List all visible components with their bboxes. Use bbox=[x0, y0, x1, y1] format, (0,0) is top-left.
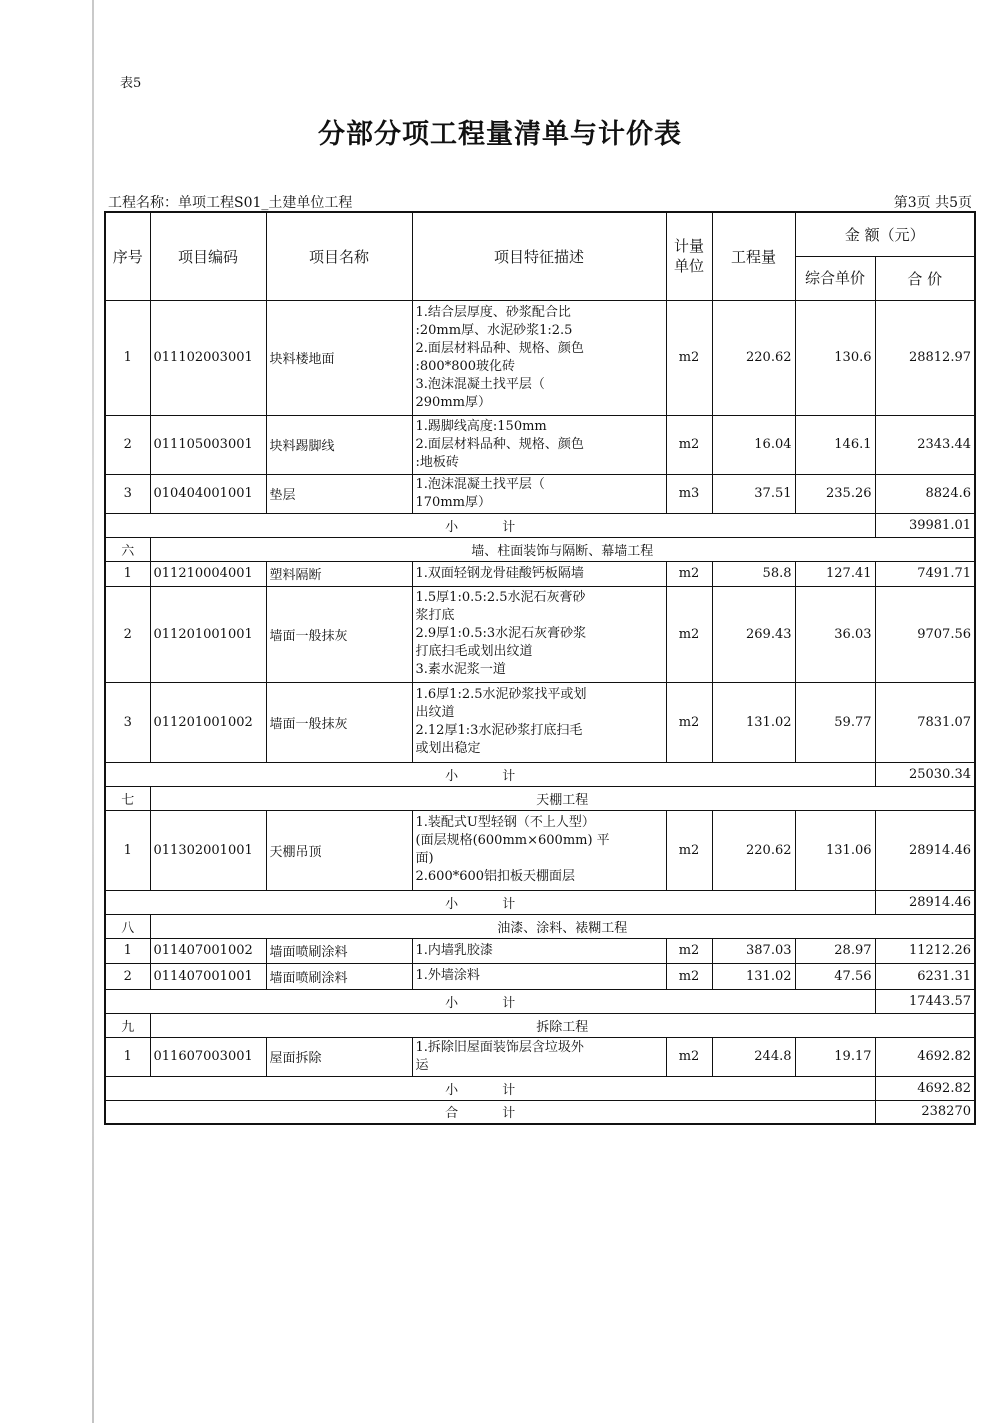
row-name: 墙面喷刷涂料 bbox=[266, 963, 412, 989]
section-title: 天棚工程 bbox=[150, 786, 975, 810]
row-qty: 58.8 bbox=[712, 561, 795, 586]
row-qty: 37.51 bbox=[712, 474, 795, 513]
table-row bbox=[105, 938, 975, 963]
row-desc: 1.外墙涂料 bbox=[412, 963, 666, 989]
row-seq: 3 bbox=[105, 474, 150, 513]
row-total: 28812.97 bbox=[875, 300, 975, 415]
header-amount: 金 额（元） bbox=[795, 212, 975, 256]
row-code: 010404001001 bbox=[150, 474, 266, 513]
row-seq: 1 bbox=[105, 300, 150, 415]
header-seq: 序号 bbox=[105, 212, 150, 300]
row-unit-price: 146.1 bbox=[795, 415, 875, 474]
row-name: 墙面一般抹灰 bbox=[266, 682, 412, 762]
header-total: 合 价 bbox=[875, 256, 975, 300]
page-title: 分部分项工程量清单与计价表 bbox=[318, 119, 682, 150]
row-desc: 1.踢脚线高度:150mm 2.面层材料品种、规格、颜色 :地板砖 bbox=[412, 415, 666, 474]
header-desc: 项目特征描述 bbox=[412, 212, 666, 300]
section-title: 油漆、涂料、裱糊工程 bbox=[150, 914, 975, 938]
header-row-1 bbox=[105, 212, 975, 256]
row-qty: 269.43 bbox=[712, 586, 795, 682]
table-row bbox=[105, 1037, 975, 1076]
table-row bbox=[105, 682, 975, 762]
section-title: 墙、柱面装饰与隔断、幕墙工程 bbox=[150, 537, 975, 561]
row-unit-price: 19.17 bbox=[795, 1037, 875, 1076]
section-title: 拆除工程 bbox=[150, 1013, 975, 1037]
row-desc: 1.泡沫混凝土找平层（ 170mm厚） bbox=[412, 474, 666, 513]
row-qty: 16.04 bbox=[712, 415, 795, 474]
subtotal-row bbox=[105, 762, 975, 786]
row-total: 4692.82 bbox=[875, 1037, 975, 1076]
row-unit: m2 bbox=[666, 963, 712, 989]
row-seq: 1 bbox=[105, 1037, 150, 1076]
header-name: 项目名称 bbox=[266, 212, 412, 300]
subtotal-label: 小 计 bbox=[105, 890, 875, 914]
row-total: 7831.07 bbox=[875, 682, 975, 762]
row-seq: 3 bbox=[105, 682, 150, 762]
table-row bbox=[105, 300, 975, 415]
page-info: 第3页 共5页 bbox=[893, 195, 972, 211]
scan-edge-line bbox=[92, 0, 94, 1423]
table-row bbox=[105, 415, 975, 474]
row-qty: 220.62 bbox=[712, 810, 795, 890]
table-row bbox=[105, 963, 975, 989]
row-name: 垫层 bbox=[266, 474, 412, 513]
row-total: 8824.6 bbox=[875, 474, 975, 513]
subtotal-label: 小 计 bbox=[105, 513, 875, 537]
grand-total-label: 合 计 bbox=[105, 1100, 875, 1124]
row-code: 011407001002 bbox=[150, 938, 266, 963]
row-seq: 2 bbox=[105, 963, 150, 989]
row-name: 块料楼地面 bbox=[266, 300, 412, 415]
row-total: 2343.44 bbox=[875, 415, 975, 474]
subtotal-value: 28914.46 bbox=[875, 890, 975, 914]
row-total: 9707.56 bbox=[875, 586, 975, 682]
subtotal-row bbox=[105, 989, 975, 1013]
section-seq: 六 bbox=[105, 537, 150, 561]
row-name: 块料踢脚线 bbox=[266, 415, 412, 474]
row-unit: m2 bbox=[666, 810, 712, 890]
row-unit: m2 bbox=[666, 938, 712, 963]
row-desc: 1.结合层厚度、砂浆配合比 :20mm厚、水泥砂浆1:2.5 2.面层材料品种、规格、颜色 :800*800玻化砖 3.泡沫混凝土找平层（ 290mm厚） bbox=[412, 300, 666, 415]
row-name: 塑料隔断 bbox=[266, 561, 412, 586]
section-seq: 七 bbox=[105, 786, 150, 810]
row-name: 墙面一般抹灰 bbox=[266, 586, 412, 682]
row-unit: m2 bbox=[666, 561, 712, 586]
row-unit-price: 235.26 bbox=[795, 474, 875, 513]
row-code: 011407001001 bbox=[150, 963, 266, 989]
row-unit: m2 bbox=[666, 682, 712, 762]
row-seq: 1 bbox=[105, 561, 150, 586]
header-unit-price: 综合单价 bbox=[795, 256, 875, 300]
row-unit-price: 131.06 bbox=[795, 810, 875, 890]
project-name: 工程名称：单项工程S01_土建单位工程 bbox=[108, 195, 353, 211]
row-desc: 1.6厚1:2.5水泥砂浆找平或划 出纹道 2.12厚1:3水泥砂浆打底扫毛 或划出稳定 bbox=[412, 682, 666, 762]
row-qty: 387.03 bbox=[712, 938, 795, 963]
subtotal-label: 小 计 bbox=[105, 1076, 875, 1100]
row-unit-price: 59.77 bbox=[795, 682, 875, 762]
row-code: 011201001002 bbox=[150, 682, 266, 762]
row-name: 屋面拆除 bbox=[266, 1037, 412, 1076]
row-code: 011210004001 bbox=[150, 561, 266, 586]
section-row bbox=[105, 1013, 975, 1037]
row-desc: 1.拆除旧屋面装饰层含垃圾外 运 bbox=[412, 1037, 666, 1076]
row-unit: m2 bbox=[666, 300, 712, 415]
row-desc: 1.内墙乳胶漆 bbox=[412, 938, 666, 963]
row-code: 011102003001 bbox=[150, 300, 266, 415]
row-total: 7491.71 bbox=[875, 561, 975, 586]
subtotal-value: 17443.57 bbox=[875, 989, 975, 1013]
section-seq: 八 bbox=[105, 914, 150, 938]
header-qty: 工程量 bbox=[712, 212, 795, 300]
subtotal-row bbox=[105, 890, 975, 914]
section-seq: 九 bbox=[105, 1013, 150, 1037]
subtotal-row bbox=[105, 1076, 975, 1100]
row-total: 28914.46 bbox=[875, 810, 975, 890]
row-seq: 2 bbox=[105, 415, 150, 474]
bill-of-quantities-table bbox=[104, 211, 976, 1125]
section-row bbox=[105, 786, 975, 810]
header-unit: 计量单位 bbox=[666, 212, 712, 300]
table-number: 表5 bbox=[120, 76, 142, 91]
table-row bbox=[105, 586, 975, 682]
subtotal-row bbox=[105, 513, 975, 537]
row-desc: 1.装配式U型轻钢（不上人型） (面层规格(600mm×600mm) 平 面) 2.600*600铝扣板天棚面层 bbox=[412, 810, 666, 890]
subtotal-value: 39981.01 bbox=[875, 513, 975, 537]
row-unit-price: 47.56 bbox=[795, 963, 875, 989]
row-qty: 244.8 bbox=[712, 1037, 795, 1076]
row-code: 011201001001 bbox=[150, 586, 266, 682]
row-seq: 1 bbox=[105, 810, 150, 890]
row-code: 011302001001 bbox=[150, 810, 266, 890]
row-qty: 131.02 bbox=[712, 963, 795, 989]
row-code: 011105003001 bbox=[150, 415, 266, 474]
row-unit-price: 36.03 bbox=[795, 586, 875, 682]
table-row bbox=[105, 561, 975, 586]
table-row bbox=[105, 474, 975, 513]
section-row bbox=[105, 537, 975, 561]
row-name: 墙面喷刷涂料 bbox=[266, 938, 412, 963]
subtotal-value: 25030.34 bbox=[875, 762, 975, 786]
grand-total-value: 238270 bbox=[875, 1100, 975, 1124]
grand-total-row bbox=[105, 1100, 975, 1124]
row-unit-price: 28.97 bbox=[795, 938, 875, 963]
row-qty: 131.02 bbox=[712, 682, 795, 762]
row-unit: m2 bbox=[666, 415, 712, 474]
row-unit: m2 bbox=[666, 1037, 712, 1076]
row-code: 011607003001 bbox=[150, 1037, 266, 1076]
row-name: 天棚吊顶 bbox=[266, 810, 412, 890]
header-code: 项目编码 bbox=[150, 212, 266, 300]
row-unit-price: 127.41 bbox=[795, 561, 875, 586]
subtotal-label: 小 计 bbox=[105, 762, 875, 786]
row-unit: m2 bbox=[666, 586, 712, 682]
row-unit-price: 130.6 bbox=[795, 300, 875, 415]
row-desc: 1.双面轻钢龙骨硅酸钙板隔墙 bbox=[412, 561, 666, 586]
row-unit: m3 bbox=[666, 474, 712, 513]
table-row bbox=[105, 810, 975, 890]
row-total: 6231.31 bbox=[875, 963, 975, 989]
subtotal-label: 小 计 bbox=[105, 989, 875, 1013]
row-total: 11212.26 bbox=[875, 938, 975, 963]
subtotal-value: 4692.82 bbox=[875, 1076, 975, 1100]
row-seq: 2 bbox=[105, 586, 150, 682]
section-row bbox=[105, 914, 975, 938]
row-qty: 220.62 bbox=[712, 300, 795, 415]
row-desc: 1.5厚1:0.5:2.5水泥石灰膏砂 浆打底 2.9厚1:0.5:3水泥石灰膏砂浆 打底扫毛或划出纹道 3.素水泥浆一道 bbox=[412, 586, 666, 682]
row-seq: 1 bbox=[105, 938, 150, 963]
